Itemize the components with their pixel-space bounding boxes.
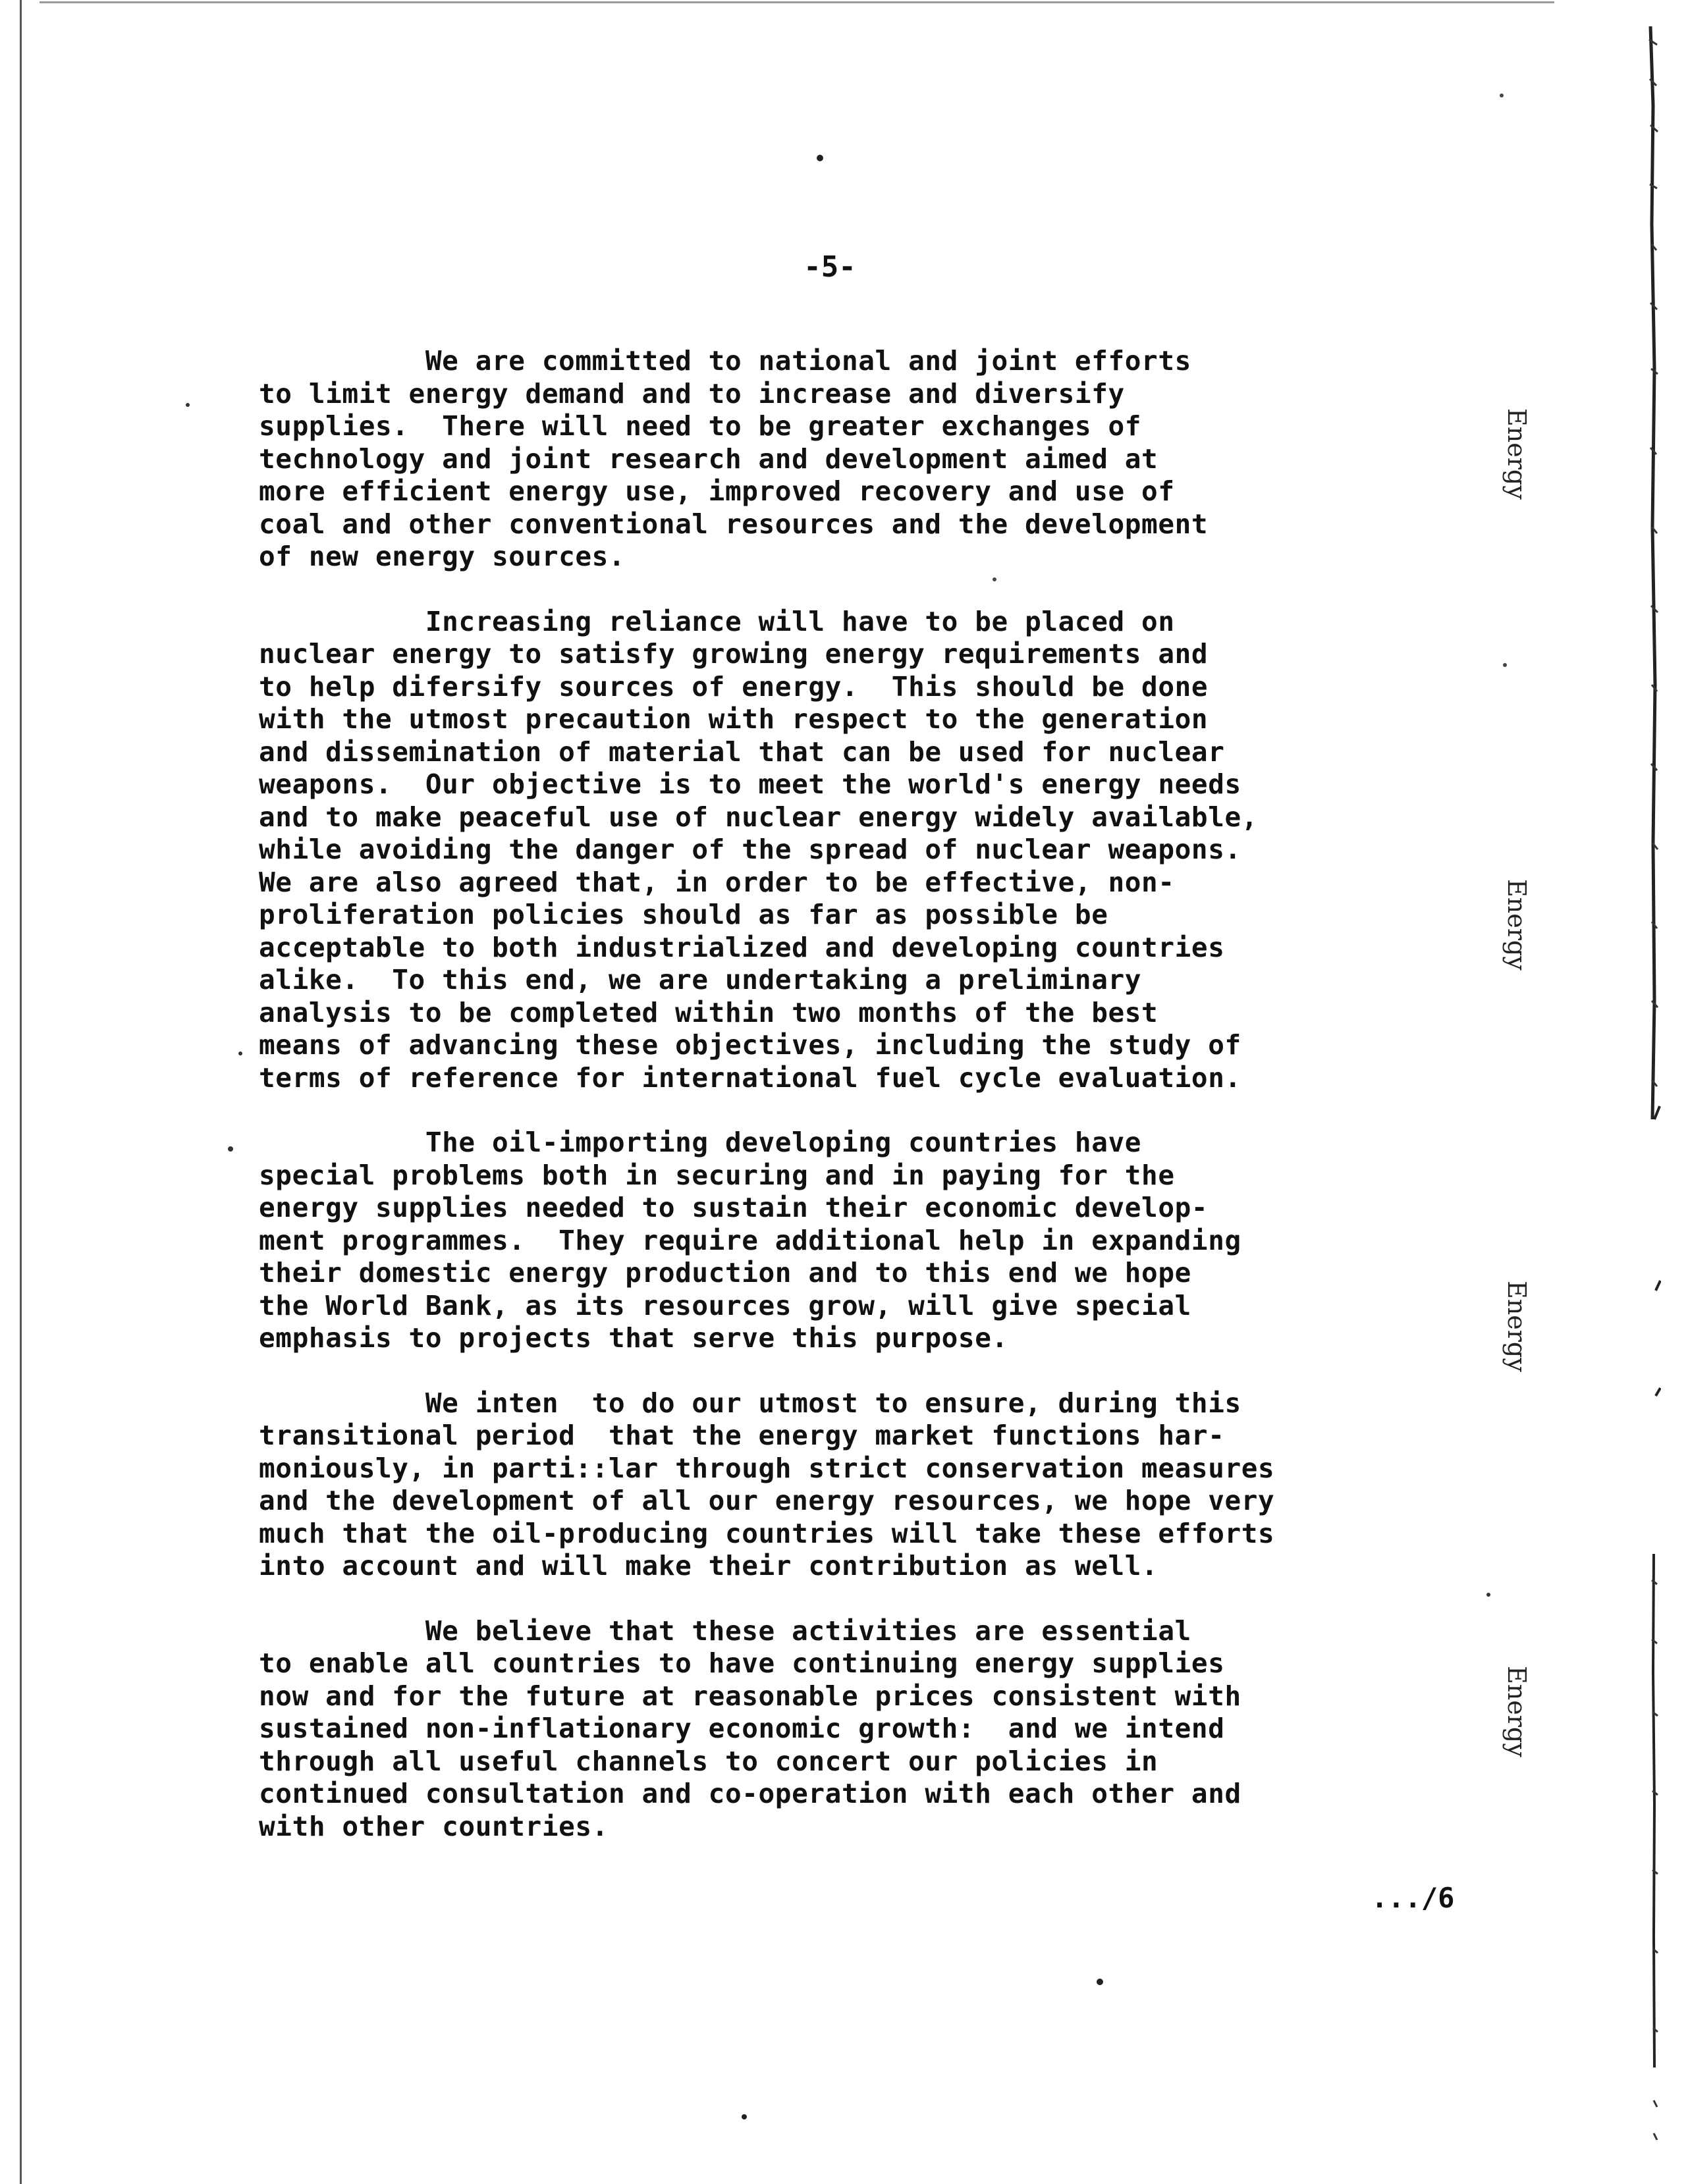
- margin-label-energy-1: Energy: [1502, 408, 1531, 500]
- paragraph-developing-countries: The oil-importing developing countries have special problems both in securing and in paying for the energy supplies needed to sustain their economic develop- ment programmes. They require additional help in expanding their domestic energy production and to this end we hope the World Bank, as its resources grow, will give special emphasis to projects that serve this purpose.: [259, 1127, 1241, 1354]
- paragraph-nuclear-energy: Increasing reliance will have to be placed on nuclear energy to satisfy growing energy requirements and to help difersify sources of energy. This should be done with the utmost precaution with respect to the generation and dissemination of material that can be used for nuclear weapons. Our objective is to meet the world's energy needs and to make peaceful use of nuclear energy widely available, while avoiding the danger of the spread of nuclear weapons. We are also agreed that, in order to be effective, non- proliferation policies should as far as possible be acceptable to both industrialized and developing countries alike. To this end, we are undertaking a preliminary analysis to be completed within two months of the best means of advancing these objectives, including the study of terms of reference for international fuel cycle evaluation.: [259, 605, 1259, 1094]
- margin-label-energy-4: Energy: [1502, 1666, 1531, 1757]
- continuation-marker: .../6: [1371, 1882, 1455, 1914]
- body-text: [259, 345, 1510, 1875]
- binding-edge-marks: [1647, 26, 1661, 2173]
- margin-label-energy-3: Energy: [1502, 1281, 1531, 1372]
- paragraph-energy-market: We inten to do our utmost to ensure, during this transitional period that the energy market functions har- moniously, in parti::lar through strict conservation measures and the development of all our energy resources, we hope very much that the oil-producing countries will take these efforts into account and will make their contribution as well.: [259, 1387, 1275, 1582]
- paragraph-energy-commitment: We are committed to national and joint efforts to limit energy demand and to increase and diversify supplies. There will need to be greater exchanges of technology and joint research and development aimed at more efficient energy use, improved recovery and use of coal and other conventional resources and the development of new energy sources.: [259, 345, 1209, 572]
- page-number: -5-: [803, 250, 856, 284]
- left-edge-line: [20, 0, 22, 2184]
- top-edge-line: [40, 1, 1554, 3]
- paragraph-energy-supplies: We believe that these activities are essential to enable all countries to have continuing energy supplies now and for the future at reasonable prices consistent with sustained non-inflationary economic growth: and we intend through all useful channels to concert our policies in continued consultation and co-operation with each other and with other countries.: [259, 1614, 1241, 1842]
- margin-label-energy-2: Energy: [1502, 879, 1531, 971]
